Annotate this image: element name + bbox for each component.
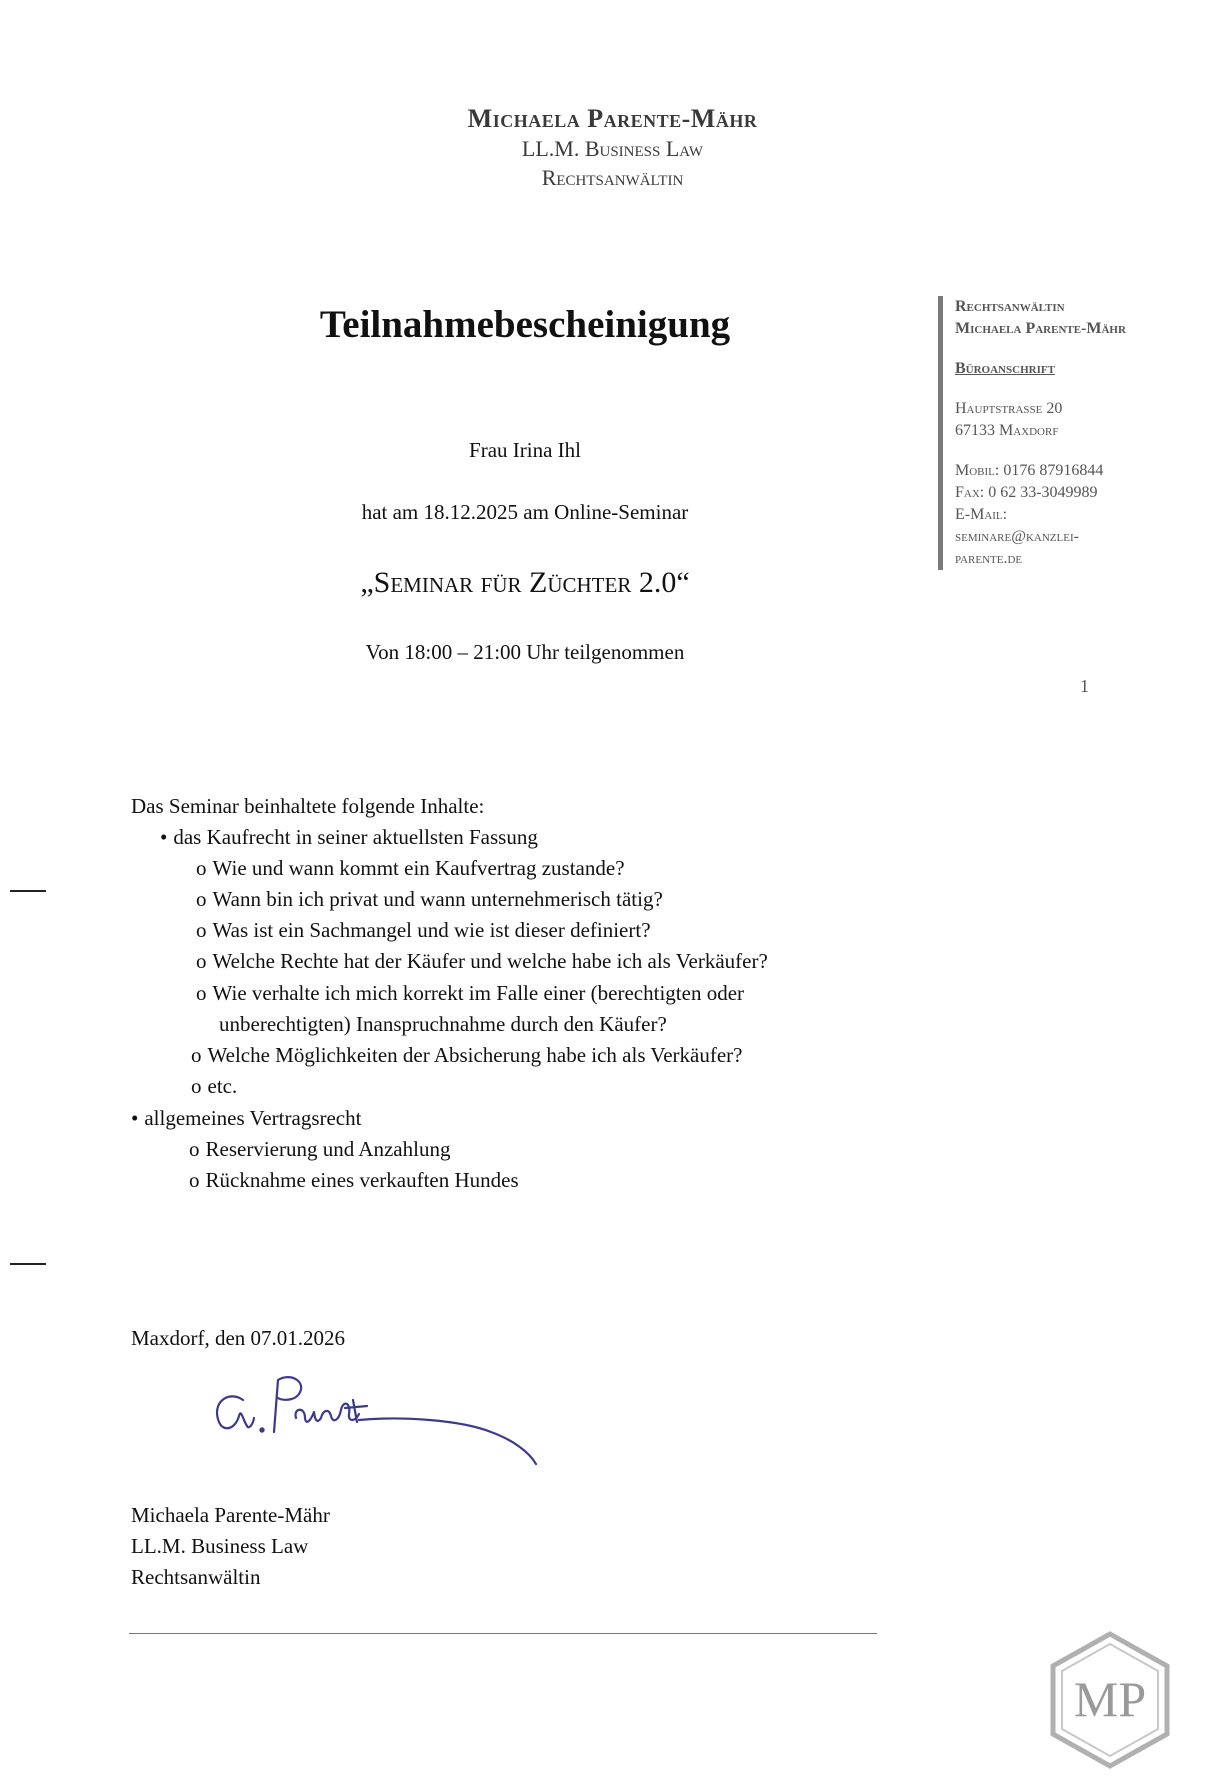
list-item-label: allgemeines Vertragsrecht (144, 1106, 362, 1130)
list-subitem: o Rücknahme eines verkauften Hundes (189, 1168, 519, 1192)
seminar-name: „Seminar für Züchter 2.0“ (360, 566, 690, 599)
list-subitem: o Welche Rechte hat der Käufer und welche habe ich als Verkäufer? (196, 949, 768, 973)
sub-bullet-icon: o (196, 981, 207, 1005)
signer-block (131, 1500, 330, 1593)
place-and-date: Maxdorf, den 07.01.2026 (131, 1326, 346, 1350)
fold-mark (10, 890, 46, 892)
sub-bullet-icon: o (196, 856, 207, 880)
list-subitem: o Wie und wann kommt ein Kaufvertrag zustande? (196, 856, 625, 880)
letterhead-name: Michaela Parente-Mähr (467, 104, 758, 133)
sidebar-fax: Fax: 0 62 33-3049989 (955, 484, 1098, 501)
recipient-name: Frau Irina Ihl (469, 438, 581, 462)
list-item (131, 1106, 361, 1131)
list-subitem: o Was ist ein Sachmangel und wie ist dieser definiert? (196, 918, 651, 942)
sidebar-email-line2: parente.de (955, 550, 1023, 567)
letterhead-role: Rechtsanwältin (541, 165, 684, 190)
list-subitem-continuation: unberechtigten) Inanspruchnahme durch den Käufer? (219, 1012, 667, 1036)
footer-divider (129, 1633, 877, 1634)
sidebar-title: Rechtsanwältin (955, 298, 1065, 315)
sub-bullet-icon: o (191, 1043, 202, 1067)
bullet-icon: • (160, 825, 168, 849)
sidebar-street: Hauptstraße 20 (955, 400, 1063, 417)
sub-bullet-icon: o (196, 918, 207, 942)
signer-role: Rechtsanwältin (131, 1565, 261, 1589)
handwritten-signature (131, 1360, 551, 1495)
time-line: Von 18:00 – 21:00 Uhr teilgenommen (365, 640, 685, 664)
letterhead (0, 104, 1225, 192)
sub-bullet-icon: o (196, 949, 207, 973)
signer-name: Michaela Parente-Mähr (131, 1503, 330, 1527)
sub-bullet-icon: o (191, 1074, 202, 1098)
sidebar-mobile: Mobil: 0176 87916844 (955, 462, 1104, 479)
sidebar-office-heading: Büroanschrift (955, 360, 1055, 377)
letterhead-degree: LL.M. Business Law (521, 136, 704, 161)
sub-bullet-icon: o (189, 1137, 200, 1161)
list-item (160, 825, 538, 850)
sidebar-email-line1: seminare@kanzlei- (955, 528, 1079, 545)
list-subitem: o Reservierung und Anzahlung (189, 1137, 451, 1161)
mp-logo (1045, 1630, 1175, 1770)
sidebar-contact (938, 296, 1217, 570)
signer-degree: LL.M. Business Law (131, 1534, 309, 1558)
list-subitem: o etc. (191, 1074, 238, 1098)
contents-intro: Das Seminar beinhaltete folgende Inhalte: (131, 794, 485, 818)
attendance-line: hat am 18.12.2025 am Online-Seminar (361, 500, 689, 524)
sidebar-city: 67133 Maxdorf (955, 422, 1059, 439)
punch-mark (10, 1263, 46, 1265)
logo-initials: MP (1073, 1671, 1147, 1727)
bullet-icon: • (131, 1106, 139, 1130)
list-item-label: das Kaufrecht in seiner aktuellsten Fassung (173, 825, 538, 849)
sub-bullet-icon: o (189, 1168, 200, 1192)
list-subitem: o Welche Möglichkeiten der Absicherung habe ich als Verkäufer? (191, 1043, 743, 1067)
sub-bullet-icon: o (196, 887, 207, 911)
document-title: Teilnahmebescheinigung (319, 303, 731, 346)
page-number: 1 (1080, 676, 1089, 696)
sidebar-email-label: E-Mail: (955, 506, 1008, 523)
sidebar-name: Michaela Parente-Mähr (955, 320, 1126, 337)
list-subitem: o Wie verhalte ich mich korrekt im Falle einer (berechtigten oder (196, 981, 745, 1005)
list-subitem: o Wann bin ich privat und wann unternehmerisch tätig? (196, 887, 663, 911)
